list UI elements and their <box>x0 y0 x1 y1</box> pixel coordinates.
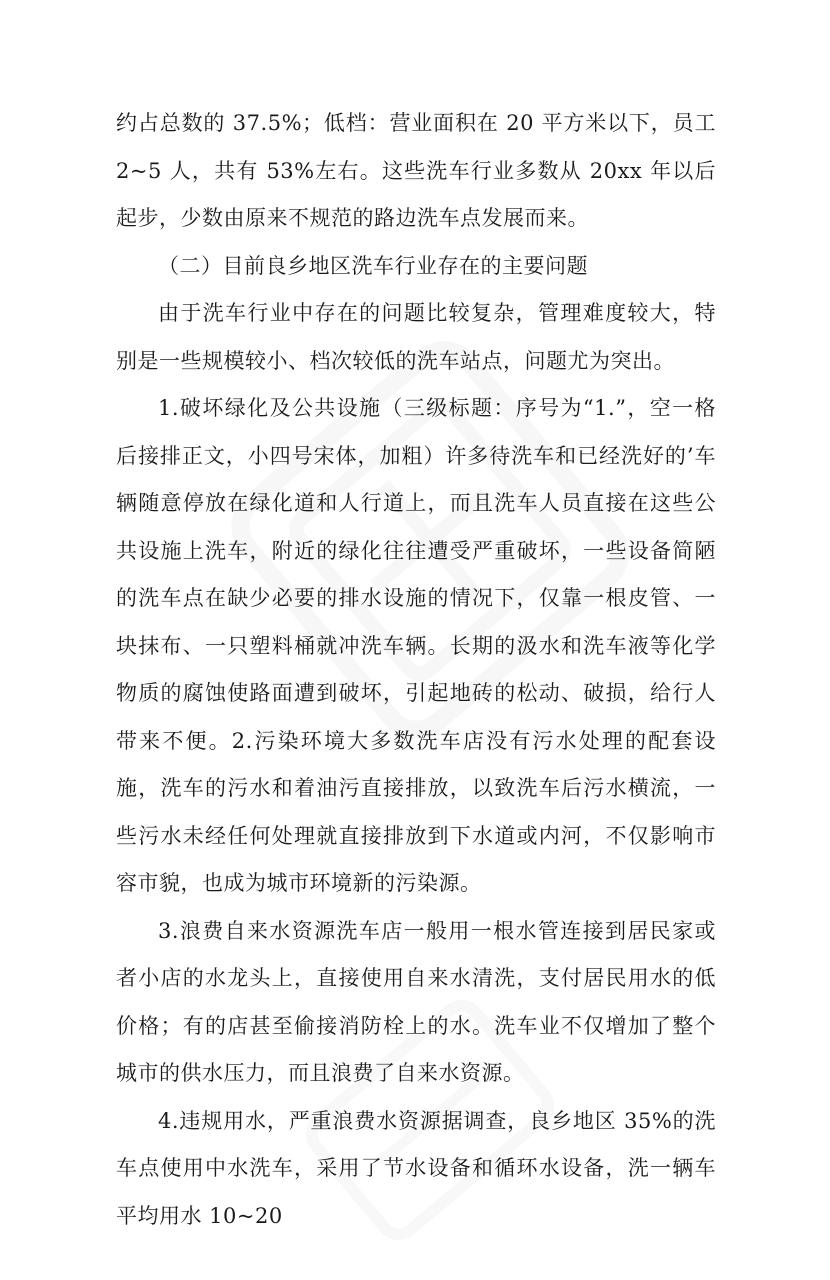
document-body <box>116 100 716 1240</box>
paragraph-item-4: 4.违规用水，严重浪费水资源据调查，良乡地区 35%的洗车点使用中水洗车，采用了节水设备和循环水设备，洗一辆车平均用水 10~20 <box>116 1108 716 1228</box>
paragraph-item-1-2: 1.破坏绿化及公共设施（三级标题：序号为“1.”，空一格后接排正文，小四号宋体，加粗）许多待洗车和已经洗好的’车辆随意停放在绿化道和人行道上，而且洗车人员直接在这些公共设施上洗车，附近的绿化往往遭受严重破坏，一些设备简陋的洗车点在缺少必要的排水设施的情况下，仅靠一根皮管、一块抹布、一只塑料桶就冲洗车辆。长期的汲水和洗车液等化学物质的腐蚀使路面遭到破坏，引起地砖的松动、破损，给行人带来不便。2.污染环境大多数洗车店没有污水处理的配套设施，洗车的污水和着油污直接排放，以致洗车后污水横流，一些污水未经任何处理就直接排放到下水道或内河，不仅影响市容市貌，也成为城市环境新的污染源。 <box>116 396 716 895</box>
paragraph-item-3: 3.浪费自来水资源洗车店一般用一根水管连接到居民家或者小店的水龙头上，直接使用自来水清洗，支付居民用水的低价格；有的店甚至偷接消防栓上的水。洗车业不仅增加了整个城市的供水压力，而且浪费了自来水资源。 <box>116 918 716 1085</box>
paragraph-intro: 由于洗车行业中存在的问题比较复杂，管理难度较大，特别是一些规模较小、档次较低的洗车站点，问题尤为突出。 <box>116 301 716 373</box>
section-subheading: （二）目前良乡地区洗车行业存在的主要问题 <box>158 253 588 278</box>
paragraph-continuation: 约占总数的 37.5%；低档：营业面积在 20 平方米以下，员工 2~5 人，共有 53%左右。这些洗车行业多数从 20xx 年以后起步，少数由原来不规范的路边洗车点发展而来。 <box>116 111 716 230</box>
